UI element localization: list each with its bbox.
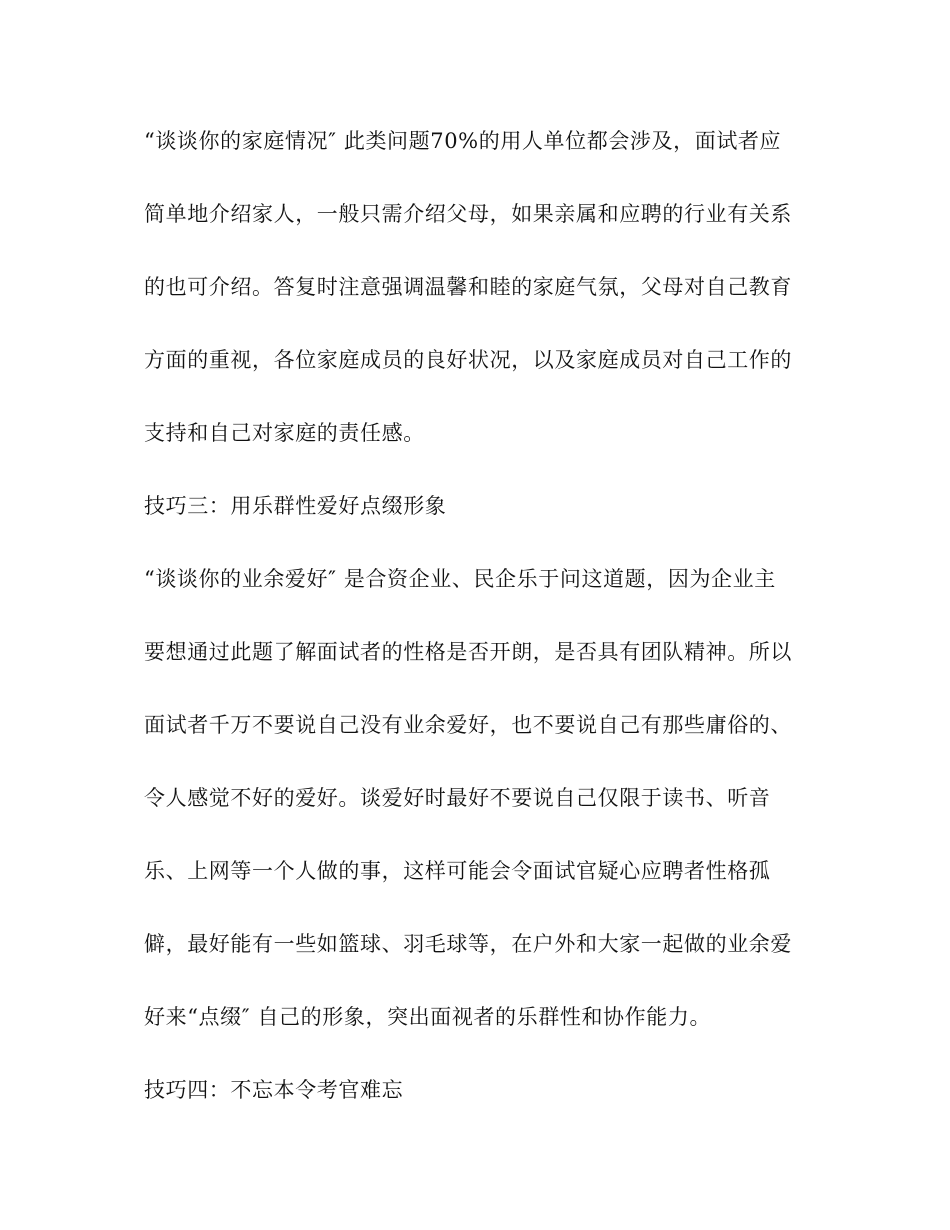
paragraph-line: 支持和自己对家庭的责任感。 bbox=[144, 421, 425, 445]
paragraph-line: 面试者千万不要说自己没有业余爱好，也不要说自己有那些庸俗的、 bbox=[144, 713, 792, 737]
paragraph-line: 方面的重视，各位家庭成员的良好状况，以及家庭成员对自己工作的 bbox=[144, 348, 792, 372]
paragraph-line: 令人感觉不好的爱好。谈爱好时最好不要说自己仅限于读书、听音 bbox=[144, 786, 771, 810]
section-heading: 技巧三：用乐群性爱好点缀形象 bbox=[144, 494, 447, 518]
paragraph-line: 僻，最好能有一些如篮球、羽毛球等，在户外和大家一起做的业余爱 bbox=[144, 932, 792, 956]
paragraph-line: 要想通过此题了解面试者的性格是否开朗，是否具有团队精神。所以 bbox=[144, 640, 792, 664]
paragraph-line: “谈谈你的家庭情况″ 此类问题70%的用人单位都会涉及，面试者应 bbox=[144, 129, 782, 153]
paragraph-line: “谈谈你的业余爱好″ 是合资企业、民企乐于问这道题，因为企业主 bbox=[144, 567, 776, 591]
paragraph-line: 好来“点缀″ 自己的形象，突出面视者的乐群性和协作能力。 bbox=[144, 1005, 712, 1029]
paragraph-line: 简单地介绍家人，一般只需介绍父母，如果亲属和应聘的行业有关系 bbox=[144, 202, 792, 226]
paragraph-line: 的也可介绍。答复时注意强调温馨和睦的家庭气氛，父母对自己教育 bbox=[144, 275, 792, 299]
section-heading: 技巧四：不忘本令考官难忘 bbox=[144, 1078, 404, 1102]
paragraph-line: 乐、上网等一个人做的事，这样可能会令面试官疑心应聘者性格孤 bbox=[144, 859, 771, 883]
